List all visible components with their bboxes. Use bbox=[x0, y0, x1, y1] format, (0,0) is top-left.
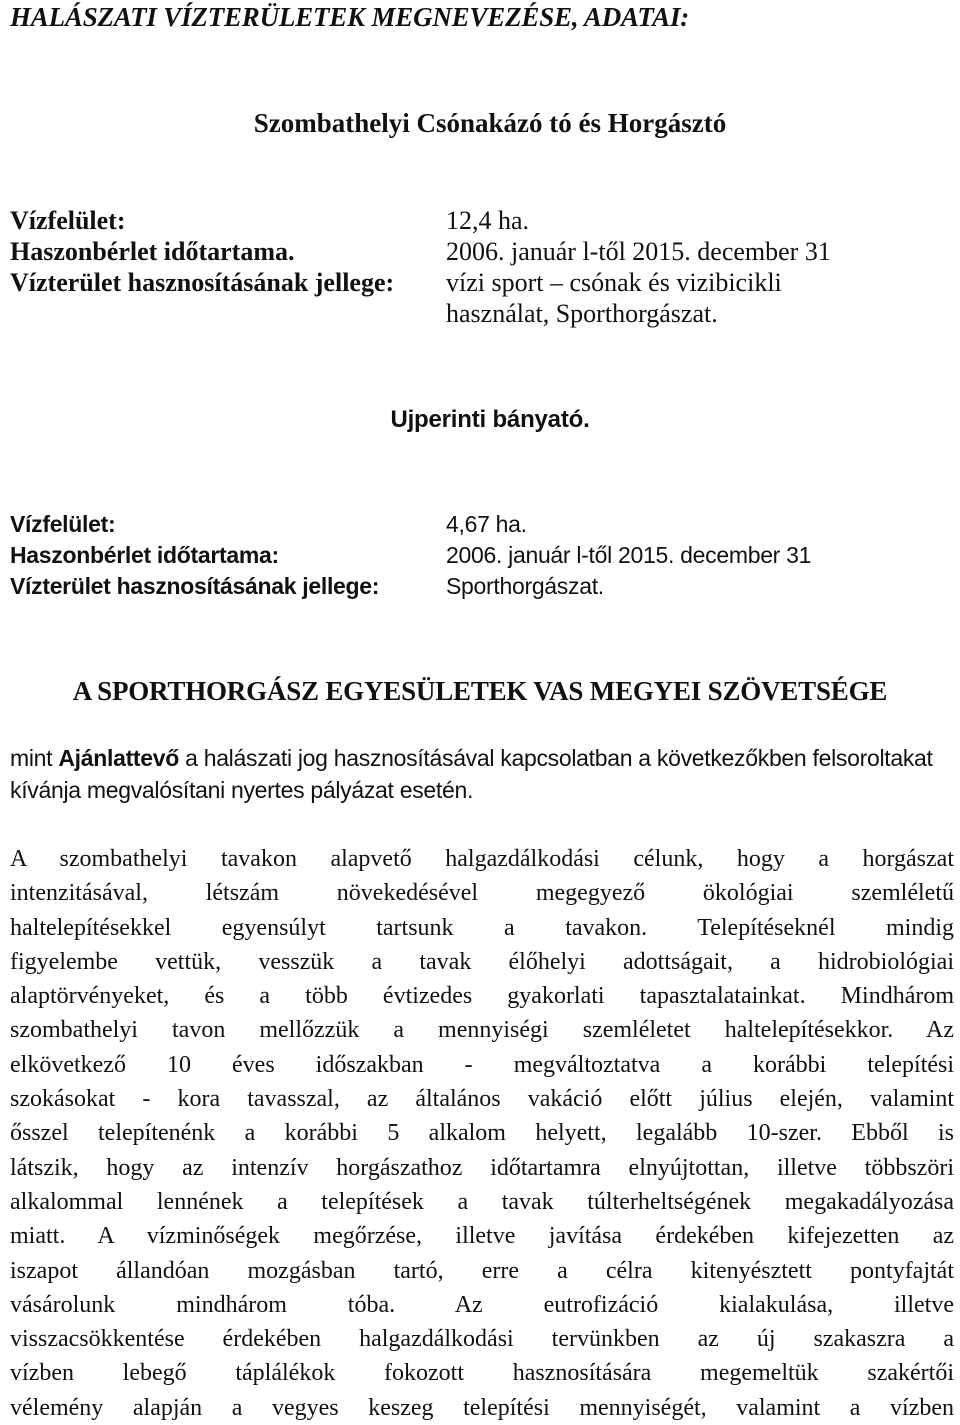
body-line: vízben lebegő táplálékok fokozott hasznosítására megemeltük szakértői bbox=[10, 1360, 954, 1387]
water1-use-label: Vízterület hasznosításának jellege: bbox=[10, 268, 395, 297]
body-line: alkalommal lennének a telepítések a tavak túlterheltségének megakadályozása bbox=[10, 1188, 954, 1215]
water2-info bbox=[10, 509, 960, 602]
body-line: iszapot állandóan mozgásban tartó, erre a célra kitenyésztett pontyfajtát bbox=[10, 1257, 954, 1284]
federation-title: A SPORTHORGÁSZ EGYESÜLETEK VAS MEGYEI SZÖVETSÉGE bbox=[72, 676, 888, 706]
water2-use-row bbox=[10, 571, 960, 602]
water1-use-row-cont bbox=[10, 298, 960, 329]
water2-lease-row bbox=[10, 540, 960, 571]
body-line: szokásokat - kora tavasszal, az általános vakáció előtt július elején, valamint bbox=[10, 1086, 954, 1113]
water2-title: Ujperinti bányató. bbox=[390, 406, 590, 433]
intro-suffix: a halászati jog hasznosításával kapcsolatban a következőkben felsoroltakat kívánja megvalósítani nyertes pályázat esetén. bbox=[10, 745, 933, 803]
body-line: látszik, hogy az intenzív horgászathoz időtartamra elnyújtottan, illetve többszöri bbox=[10, 1154, 954, 1181]
water1-surface-label: Vízfelület: bbox=[10, 206, 126, 235]
water2-use-label: Vízterület hasznosításának jellege: bbox=[10, 573, 380, 599]
water1-surface-value: 12,4 ha. bbox=[446, 206, 530, 235]
water2-lease-label: Haszonbérlet időtartama: bbox=[10, 542, 279, 568]
body-line: szombathelyi tavon mellőzzük a mennyiségi szemléletet haltelepítésekkor. Az bbox=[10, 1017, 954, 1044]
body-line: A szombathelyi tavakon alapvető halgazdálkodási célunk, hogy a horgászat bbox=[10, 846, 954, 872]
intro-prefix: mint bbox=[10, 745, 59, 771]
water2-lease-value: 2006. január l-től 2015. december 31 bbox=[446, 542, 812, 568]
body-line: ősszel telepítenénk a korábbi 5 alkalom helyett, legalább 10-szer. Ebből is bbox=[10, 1120, 954, 1147]
body-line: miatt. A vízminőségek megőrzése, illetve javítása érdekében kifejezetten az bbox=[10, 1223, 954, 1250]
water1-use-row bbox=[10, 267, 960, 298]
water1-lease-value: 2006. január l-től 2015. december 31 bbox=[446, 237, 831, 266]
water2-surface-label: Vízfelület: bbox=[10, 511, 116, 537]
intro-bold-term: Ajánlattevő bbox=[58, 745, 180, 771]
body-line: vásárolunk mindhárom tóba. Az eutrofizáció kialakulása, illetve bbox=[10, 1291, 954, 1318]
water1-info bbox=[10, 205, 960, 329]
body-line: haltelepítésekkel egyensúlyt tartsunk a tavakon. Telepítéseknél mindig bbox=[10, 914, 954, 941]
water1-surface-row bbox=[10, 205, 960, 236]
body-line: visszacsökkentése érdekében halgazdálkodási tervünkben az új szakaszra a bbox=[10, 1326, 954, 1353]
water2-use-value: Sporthorgászat. bbox=[446, 573, 604, 599]
water1-lease-row bbox=[10, 236, 960, 267]
body-line: intenzitásával, létszám növekedésével megegyező ökológiai szemléletű bbox=[10, 880, 954, 907]
document-heading: HALÁSZATI VÍZTERÜLETEK MEGNEVEZÉSE, ADATAI: bbox=[10, 2, 690, 32]
water1-use-value-line2: használat, Sporthorgászat. bbox=[446, 299, 718, 328]
water2-surface-row bbox=[10, 509, 960, 540]
water1-lease-label: Haszonbérlet időtartama. bbox=[10, 237, 295, 266]
water2-surface-value: 4,67 ha. bbox=[446, 511, 527, 537]
body-line: elkövetkező 10 éves időszakban - megváltoztatva a korábbi telepítési bbox=[10, 1051, 954, 1078]
body-line: figyelembe vettük, vesszük a tavak élőhelyi adottságait, a hidrobiológiai bbox=[10, 948, 954, 975]
body-line: vélemény alapján a vegyes keszeg telepítési mennyiségét, valamint a vízben bbox=[10, 1394, 954, 1421]
water1-use-value-line1: vízi sport – csónak és vizibicikli bbox=[446, 268, 782, 297]
body-line: alaptörvényeket, és a több évtizedes gyakorlati tapasztalatainkat. Mindhárom bbox=[10, 983, 954, 1010]
body-paragraph bbox=[10, 842, 954, 1425]
water1-title: Szombathelyi Csónakázó tó és Horgásztó bbox=[253, 108, 727, 138]
intro-paragraph bbox=[10, 742, 954, 806]
